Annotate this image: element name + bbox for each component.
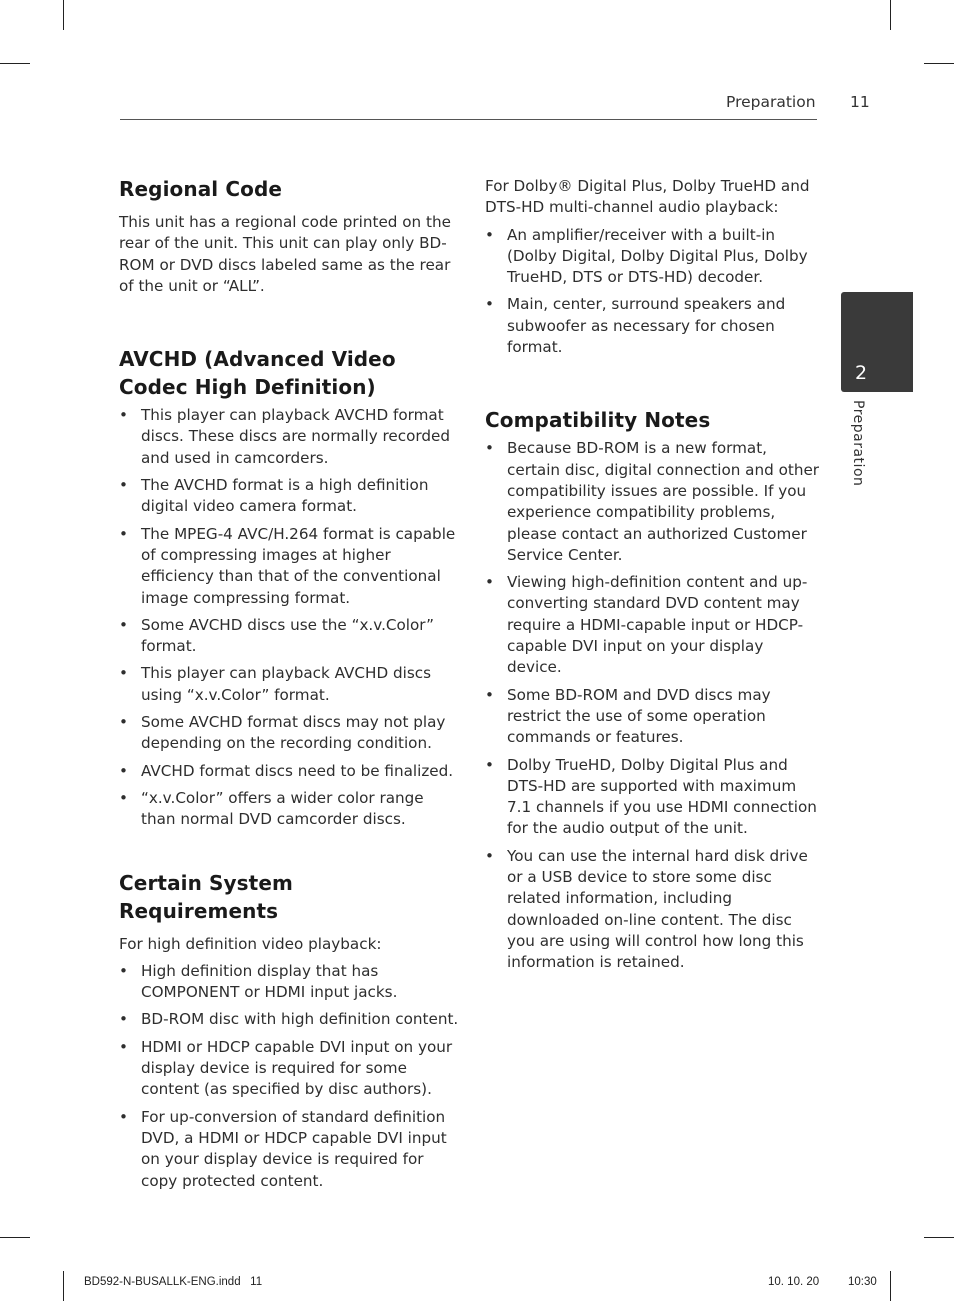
- list-item-text: Viewing high-definition content and up-converting standard DVD content may require a HDMI-capable input or HDCP-capable DVI input on your display device.: [507, 573, 808, 677]
- list-item: [485, 438, 821, 566]
- bullet: •: [119, 524, 128, 543]
- list-item: [119, 761, 459, 782]
- bullet: •: [119, 406, 128, 425]
- list-item: [485, 755, 821, 840]
- chapter-tab-number: 2: [855, 362, 868, 384]
- crop-mark-top-left-v: [63, 0, 64, 30]
- list-item-text: Some BD-ROM and DVD discs may restrict the use of some operation commands or features.: [507, 685, 771, 747]
- page-number: 11: [850, 93, 870, 111]
- bullet: •: [485, 295, 494, 314]
- list-item-text: BD-ROM disc with high definition content.: [141, 1010, 459, 1029]
- compatibility-heading: Compatibility Notes: [485, 408, 711, 433]
- bullet: •: [485, 225, 494, 244]
- list-item-text: Main, center, surround speakers and subwoofer as necessary for chosen format.: [507, 295, 786, 357]
- list-item-text: The MPEG-4 AVC/H.264 format is capable of compressing images at higher efficiency than that of the conventional image compressing format.: [141, 524, 456, 607]
- list-item: [485, 846, 821, 974]
- system-requirements-heading: Certain System Requirements: [119, 870, 293, 923]
- system-requirements-list: [119, 961, 459, 1192]
- list-item: [119, 961, 459, 1004]
- crop-mark-top-right-h: [924, 63, 954, 64]
- list-item-text: An amplifier/receiver with a built-in (Dolby Digital, Dolby Digital Plus, Dolby TrueHD, DTS or DTS-HD) decoder.: [507, 225, 808, 287]
- list-item-text: Dolby TrueHD, Dolby Digital Plus and DTS-HD are supported with maximum 7.1 channels if you use HDMI connection for the audio output of the unit.: [507, 755, 817, 838]
- list-item: [119, 1107, 459, 1192]
- list-item-text: This player can playback AVCHD discs using “x.v.Color” format.: [141, 664, 432, 704]
- regional-code-body: This unit has a regional code printed on the rear of the unit. This unit can play only BD-ROM or DVD discs labeled same as the rear of the unit or “ALL”.: [119, 213, 451, 295]
- regional-code-heading: Regional Code: [119, 177, 283, 201]
- bullet: •: [485, 685, 494, 704]
- bullet: •: [119, 788, 128, 807]
- crop-mark-bottom-right-h: [924, 1237, 954, 1238]
- bullet: •: [485, 755, 494, 774]
- crop-mark-bottom-left-v: [63, 1271, 64, 1301]
- compatibility-list: [485, 438, 821, 973]
- list-item-text: Because BD-ROM is a new format, certain disc, digital connection and other compatibility issues are possible. If you experience compatibility problems, please contact an authorized Customer Service Center.: [507, 439, 820, 564]
- list-item: [119, 475, 459, 518]
- left-column: [119, 175, 459, 1198]
- list-item: [485, 572, 821, 678]
- dolby-list: [485, 225, 821, 359]
- footer-time: 10:30: [848, 1276, 877, 1288]
- right-column: [485, 176, 821, 980]
- bullet: •: [119, 615, 128, 634]
- bullet: •: [119, 713, 128, 732]
- list-item-text: “x.v.Color” offers a wider color range than normal DVD camcorder discs.: [141, 788, 424, 829]
- bullet: •: [119, 664, 128, 683]
- bullet: •: [119, 761, 128, 780]
- avchd-heading: AVCHD (Advanced Video Codec High Definition): [119, 347, 396, 400]
- crop-mark-top-right-v: [890, 0, 891, 30]
- chapter-tab-label: Preparation: [850, 400, 866, 487]
- list-item: [485, 685, 821, 749]
- list-item: [119, 1009, 459, 1030]
- bullet: •: [119, 1010, 128, 1029]
- list-item: [485, 294, 821, 358]
- list-item-text: For up-conversion of standard definition DVD, a HDMI or HDCP capable DVI input on your display device is required for copy protected content.: [141, 1107, 447, 1190]
- list-item: [119, 615, 459, 658]
- bullet: •: [119, 1037, 128, 1056]
- list-item-text: High definition display that has COMPONENT or HDMI input jacks.: [141, 961, 398, 1002]
- chapter-tab: [841, 292, 913, 392]
- list-item: [119, 1037, 459, 1101]
- bullet: •: [485, 439, 494, 458]
- list-item: [119, 405, 459, 469]
- list-item-text: The AVCHD format is a high definition digital video camera format.: [141, 476, 429, 516]
- list-item: [485, 225, 821, 289]
- bullet: •: [119, 961, 128, 980]
- crop-mark-bottom-left-h: [0, 1237, 30, 1238]
- list-item: [119, 788, 459, 831]
- footer-filename: BD592-N-BUSALLK-ENG.indd 11: [84, 1276, 263, 1288]
- list-item-text: HDMI or HDCP capable DVI input on your display device is required for some content (as specified by disc authors).: [141, 1037, 453, 1099]
- bullet: •: [119, 1107, 128, 1126]
- dolby-intro: For Dolby® Digital Plus, Dolby TrueHD and DTS-HD multi-channel audio playback:: [485, 177, 810, 217]
- crop-mark-bottom-right-v: [890, 1271, 891, 1301]
- avchd-list: [119, 405, 459, 830]
- list-item: [119, 663, 459, 706]
- list-item: [119, 712, 459, 755]
- list-item-text: Some AVCHD format discs may not play depending on the recording condition.: [141, 713, 446, 753]
- list-item: [119, 524, 459, 609]
- list-item-text: You can use the internal hard disk drive or a USB device to store some disc related information, including downloaded on-line content. The disc you are using will control how long this information is retained.: [507, 846, 808, 972]
- bullet: •: [119, 476, 128, 495]
- list-item-text: This player can playback AVCHD format discs. These discs are normally recorded and used in camcorders.: [141, 406, 451, 467]
- header-section-title: Preparation: [726, 93, 816, 111]
- header-divider: [120, 119, 817, 120]
- bullet: •: [485, 573, 494, 592]
- bullet: •: [485, 846, 494, 865]
- footer-date: 10. 10. 20: [768, 1276, 820, 1288]
- list-item-text: AVCHD format discs need to be finalized.: [141, 761, 454, 780]
- list-item-text: Some AVCHD discs use the “x.v.Color” format.: [141, 615, 435, 656]
- system-requirements-intro: For high definition video playback:: [119, 934, 382, 953]
- crop-mark-top-left-h: [0, 63, 30, 64]
